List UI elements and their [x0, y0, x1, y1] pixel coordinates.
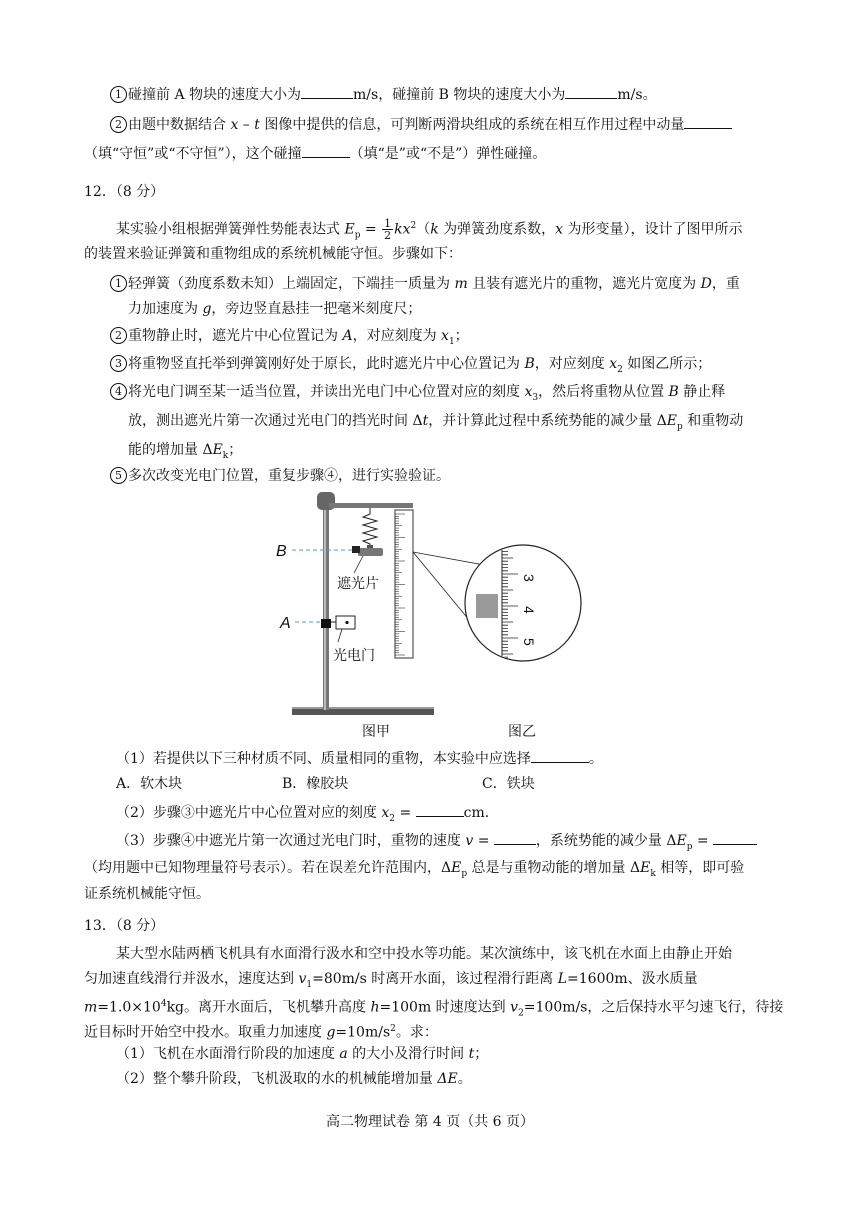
stand-arm	[329, 503, 413, 508]
shading-plate	[352, 546, 360, 553]
zoom-tick-label-4: 4	[521, 606, 537, 614]
q12-intro1: 某实验小组根据弹簧弹性势能表达式 $E_p$ = $\frac{1}{2}$ $kx^2(k$ 为弹簧劲度系数，x 为形变量），设计了图甲所示	[116, 217, 743, 243]
q12-part3: （3）步骤④中遮光片第一次通过光电门时，重物的速度 v = ，系统势能的减少量 $\Delta E_p$ =	[116, 830, 757, 857]
zoom-shading-plate	[476, 594, 498, 618]
stand-base	[292, 709, 434, 715]
q12-part3b: （均用题中已知物理量符号表示）。若在误差允许范围内，$\Delta E_p$ 总是与重物动能的增加量 $\Delta E_k$ 相等，即可验	[84, 860, 745, 879]
page-footer: 高二物理试卷 第 4 页（共 6 页）	[325, 1114, 535, 1130]
q12-step5: 5 多次改变光电门位置，重复步骤④，进行实验验证。	[110, 466, 450, 486]
q11-line1: 1 碰撞前 A 物块的速度大小为 m/s，碰撞前 B 物块的速度大小为 m/s。	[110, 84, 657, 105]
label-a: A	[280, 615, 291, 632]
label-b: B	[276, 543, 287, 560]
caption-fig-a: 图甲	[362, 724, 390, 740]
q12-intro2: 的装置来验证弹簧和重物组成的系统机械能守恒。步骤如下：	[84, 246, 462, 262]
answer-blank[interactable]	[713, 830, 757, 845]
q12-header: 12．（8 分）	[84, 184, 165, 200]
q13-line1: 某大型水陆两栖飞机具有水面滑行汲水和空中投水等功能。某次演练中，该飞机在水面上由静止开始	[116, 946, 732, 962]
weight	[358, 548, 383, 556]
q12-option-c: C．铁块	[482, 776, 535, 792]
q12-part2: （2）步骤③中遮光片中心位置对应的刻度 $x_2$ = cm.	[116, 802, 489, 829]
q12-step1b: 力加速度为 g，旁边竖直悬挂一把毫米刻度尺；	[128, 301, 422, 317]
q12-part3c: 证系统机械能守恒。	[84, 886, 210, 902]
q13-line4: 近目标时开始空中投水。取重力加速度 $g=10m/s^2$。求：	[84, 1024, 438, 1041]
q12-step4c: 能的增加量 $\Delta E_k$；	[128, 442, 243, 461]
answer-blank[interactable]	[684, 114, 732, 129]
q11-line3: （填“守恒”或“不守恒”），这个碰撞 （填“是”或“不是”）弹性碰撞。	[84, 143, 546, 164]
caption-fig-b: 图乙	[508, 724, 536, 740]
step-marker: 2	[110, 327, 127, 344]
zoom-tick-label-5: 5	[521, 638, 537, 646]
q12-step2: 2 重物静止时，遮光片中心位置记为 A，对应刻度为 $x_1$；	[110, 326, 469, 352]
q12-step3: 3 将重物竖直托举到弹簧刚好处于原长，此时遮光片中心位置记为 B，对应刻度 $x_2$ 如图乙所示；	[110, 354, 711, 380]
answer-blank[interactable]	[494, 830, 536, 845]
apparatus-figure	[270, 488, 590, 744]
step-marker: 1	[110, 86, 127, 103]
q12-step1: 1 轻弹簧（劲度系数未知）上端固定，下端挂一质量为 m 且装有遮光片的重物，遮光片宽度为 D，重	[110, 274, 740, 294]
q13-line3: $m=1.0\times 10^4kg$。离开水面后，飞机攀升高度 h=100m 时速度达到 $v_2=100m/s$，之后保持水平匀速飞行，待接	[84, 999, 784, 1019]
ruler	[395, 510, 413, 658]
q12-option-a: A．软木块	[116, 776, 183, 792]
zoom-tick-label-3: 3	[521, 574, 537, 582]
step-marker: 4	[110, 383, 127, 400]
step-marker: 2	[110, 116, 127, 133]
answer-blank[interactable]	[531, 748, 589, 763]
answer-blank[interactable]	[302, 143, 350, 158]
step-marker: 5	[110, 467, 127, 484]
q12-option-b: B．橡胶块	[282, 776, 349, 792]
answer-blank[interactable]	[301, 84, 353, 99]
q12-step4b: 放，测出遮光片第一次通过光电门的挡光时间 Δt，并计算此过程中系统势能的减少量 $\Delta E_p$ 和重物动	[128, 413, 744, 432]
q13-part1: （1）飞机在水面滑行阶段的加速度 a 的大小及滑行时间 t；	[116, 1046, 489, 1062]
q12-part1: （1）若提供以下三种材质不同、质量相同的重物，本实验中应选择 。	[116, 748, 603, 769]
photogate-clamp	[321, 619, 331, 628]
label-shading-plate: 遮光片	[337, 576, 379, 592]
answer-blank[interactable]	[416, 802, 464, 817]
step-marker: 3	[110, 355, 127, 372]
step-marker: 1	[110, 275, 127, 292]
answer-blank[interactable]	[565, 84, 617, 99]
spring	[363, 508, 377, 548]
label-photogate: 光电门	[333, 648, 375, 664]
q13-header: 13．（8 分）	[84, 918, 165, 934]
fraction: $\frac{1}{2}$	[384, 217, 392, 243]
q12-step4: 4 将光电门调至某一适当位置，并读出光电门中心位置对应的刻度 $x_3$，然后将重物从位置 B 静止释	[110, 382, 725, 408]
q13-part2: （2）整个攀升阶段，飞机汲取的水的机械能增加量 ΔE。	[116, 1071, 472, 1087]
q11-line2: 2 由题中数据结合 x – t 图像中提供的信息，可判断两滑块组成的系统在相互作用过程中动量	[110, 114, 732, 135]
q13-line2: 匀加速直线滑行并汲水，速度达到 $v_1=80m/s$ 时离开水面，该过程滑行距离 L=1600m、汲水质量	[84, 971, 698, 990]
